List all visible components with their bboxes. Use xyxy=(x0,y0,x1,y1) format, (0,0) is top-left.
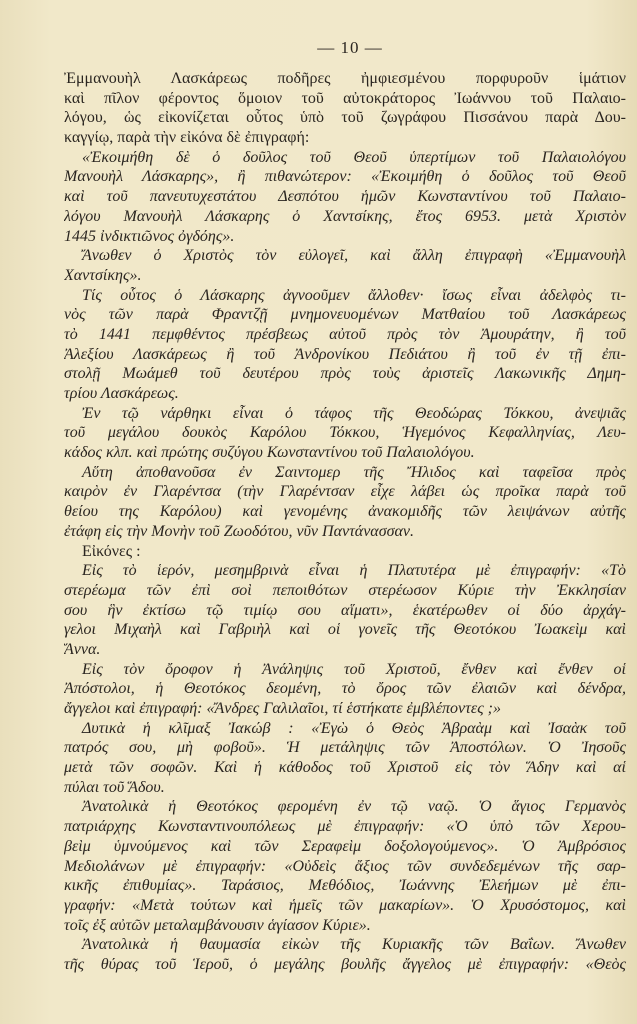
text-line: Ἀνατολικὰ ἡ θαυμασία εἰκὼν τῆς Κυριακῆς τῶν Βαΐων. Ἄνωθεν xyxy=(82,936,626,954)
text-line: καιρὸν ἐν Γλαρέντσα (τὴν Γλαρέντσαν εἶχε λάβει ὡς προῖκα παρὰ τοῦ xyxy=(64,483,626,501)
paragraph xyxy=(64,797,626,935)
text-line: Αὕτη ἀποθανοῦσα ἐν Σαιντομερ τῆς Ἤλιδος καὶ ταφεῖσα πρὸς xyxy=(82,463,626,481)
text-line: Εἰς τὸν ὄροφον ἡ Ἀνάληψις τοῦ Χριστοῦ, ἔνθεν καὶ ἔνθεν οἱ xyxy=(82,660,626,678)
paragraph xyxy=(64,660,626,719)
paragraph xyxy=(64,286,626,404)
text-line: τὸ 1441 πεμφθέντος πρέσβεως αὐτοῦ πρὸς τὸν Ἀμουράτην, ἢ τοῦ xyxy=(64,325,626,343)
paragraph xyxy=(64,542,626,562)
text-line: Ἀπόστολοι, ἡ Θεοτόκος δεομένη, τὸ ὄρος τῶν ἐλαιῶν καὶ δένδρα, xyxy=(64,680,626,698)
text-line: λόγου Μανουὴλ Λάσκαρης ὁ Χαντσίκης, ἔτος 6953. μετὰ Χριστὸν xyxy=(64,207,626,225)
text-line: μετὰ τῶν σοφῶν. Καὶ ἡ κάθοδος τοῦ Χριστοῦ εἰς τὸν Ἅδην καὶ αἱ xyxy=(64,759,626,777)
text-line: Ἄνωθεν ὁ Χριστὸς τὸν εὐλογεῖ, καὶ ἄλλη ἐπιγραφὴ «Ἐμμανουὴλ xyxy=(82,247,626,265)
text-line: γελοι Μιχαὴλ καὶ Γαβριὴλ καὶ οἱ γονεῖς τῆς Θεοτόκου Ἰωακεὶμ καὶ xyxy=(64,621,626,639)
text-line: Ἀνατολικὰ ἡ Θεοτόκος φερομένη ἐν τῷ ναῷ. Ὁ ἅγιος Γερμανὸς xyxy=(82,798,626,816)
text-line: Χαντσίκης». xyxy=(64,266,142,284)
text-line: λόγου, ὡς εἰκονίζεται οὗτος ὑπὸ τοῦ ζωγράφου Πισσάνου παρὰ Δου- xyxy=(64,109,626,127)
paragraph xyxy=(64,246,626,285)
text-line: κάδος κλπ. καὶ πρώτης συζύγου Κωνσταντίνου τοῦ Παλαιολόγου. xyxy=(64,444,475,462)
text-line: Τίς οὗτος ὁ Λάσκαρης ἀγνοοῦμεν ἄλλοθεν· ἴσως εἶναι ἀδελφὸς τι- xyxy=(82,286,626,304)
text-line: 1445 ἰνδικτιῶνος ὀγδόης». xyxy=(64,227,235,245)
text-line: τρίου Λασκάρεως. xyxy=(64,385,179,402)
text-line: Μανουὴλ Λάσκαρης», ἢ πιθανώτερον: «Ἐκοιμήθη ὁ δοῦλος τοῦ Θεοῦ xyxy=(64,168,626,186)
text-line: Δυτικὰ ἡ κλῖμαξ Ἰακώβ : «Ἐγὼ ὁ Θεὸς Ἀβραὰμ καὶ Ἰσαὰκ τοῦ xyxy=(82,719,626,737)
text-line: Εἰς τὸ ἱερόν, μεσημβρινὰ εἶναι ἡ Πλατυτέρα μὲ ἐπιγραφήν: «Τὸ xyxy=(82,562,626,580)
text-line: γραφήν: «Μετὰ τούτων καὶ ἡμεῖς τῶν μακαρίων». Ὁ Χρυσόστομος, καὶ xyxy=(64,896,626,914)
text-line: κικῆς ἐπιθυμίας». Ταράσιος, Μεθόδιος, Ἰωάννης Ἐλεήμων μὲ ἐπι- xyxy=(64,877,626,895)
text-line: βεὶμ ὑμνούμενος καὶ τῶν Σεραφεὶμ δοξολογούμενος». Ὁ Ἀμβρόσιος xyxy=(64,837,626,855)
text-line: Ἄννα. xyxy=(64,640,101,658)
text-line: Μεδιολάνων μὲ ἐπιγραφήν: «Οὐδεὶς ἄξιος τῶν συνδεδεμένων τῆς σαρ- xyxy=(64,857,626,875)
text-line: πατριάρχης Κωνσταντινουπόλεως μὲ ἐπιγραφήν: «Ὁ ὑπὸ τῶν Χερου- xyxy=(64,818,626,836)
text-line: Εἰκόνες : xyxy=(82,542,141,560)
text-line: στολῇ Μωάμεθ τοῦ δευτέρου πρὸς τοὺς ἀριστεῖς Λακωνικῆς Δημη- xyxy=(64,365,626,383)
text-line: τοῖς ἐξ αὐτῶν μεταλαμβάνουσιν ἁγίασον Κύριε». xyxy=(64,916,371,934)
text-line: καγγίῳ, παρὰ τὴν εἰκόνα δὲ ἐπιγραφή: xyxy=(64,129,310,147)
text-line: ἐτάφη εἰς τὴν Μονὴν τοῦ Ζωοδότου, νῦν Παντάνασσαν. xyxy=(64,522,414,540)
text-line: ἄγγελοι καὶ ἐπιγραφή: «Ἄνδρες Γαλιλαῖοι, τί ἑστήκατε ἐμβλέποντες ;» xyxy=(64,700,502,717)
text-line: θείου της Καρόλου) καὶ γενομένης ἀνακομιδῆς τῶν λειψάνων αὐτῆς xyxy=(64,503,626,521)
page-number: — 10 — xyxy=(317,38,383,57)
paragraph xyxy=(64,404,626,463)
text-line: Ἐμμανουὴλ Λασκάρεως ποδῆρες ἠμφιεσμένου πορφυροῦν ἱμάτιον xyxy=(64,70,626,87)
paragraph xyxy=(64,148,626,246)
text-line: Ἀλεξίου Λασκάρεως ἢ τοῦ Ἀνδρονίκου Πεδιάτου ἢ τοῦ ἐν τῇ ἐπι- xyxy=(64,345,626,363)
paragraph xyxy=(64,561,626,659)
text-line: στερέωμα τῶν ἐπὶ σοὶ πεποιθότων στερέωσον Κύριε τὴν Ἐκκλησίαν xyxy=(64,581,626,599)
text-line: τῆς θύρας τοῦ Ἱεροῦ, ὁ μεγάλης βουλῆς ἄγγελος μὲ ἐπιγραφήν: «Θεὸς xyxy=(64,955,626,973)
text-line: Ἐν τῷ νάρθηκι εἶναι ὁ τάφος τῆς Θεοδώρας Τόκκου, ἀνεψιᾶς xyxy=(82,404,626,422)
body-text xyxy=(64,69,626,975)
text-line: σου ἣν ἐκτίσω τῷ τιμίῳ σου αἵματι», ἑκατέρωθεν οἱ δύο ἀρχάγ- xyxy=(64,601,626,619)
text-line: «Ἐκοιμήθη δὲ ὁ δοῦλος τοῦ Θεοῦ ὑπερτίμων τοῦ Παλαιολόγου xyxy=(82,148,626,166)
paragraph xyxy=(64,463,626,542)
paragraph xyxy=(64,935,626,974)
text-line: καὶ τοῦ πανευτυχεστάτου Δεσπότου ἡμῶν Κωνσταντίνου τοῦ Παλαιο- xyxy=(64,188,626,206)
paragraph xyxy=(64,719,626,798)
text-line: νὸς τῶν παρὰ Φραντζῇ μνημονευομένων Ματθαίου τοῦ Λασκάρεως xyxy=(64,306,626,324)
text-line: πύλαι τοῦ Ἅδου. xyxy=(64,778,165,796)
text-line: τοῦ μεγάλου δουκὸς Καρόλου Τόκκου, Ἡγεμόνος Κεφαλληνίας, Λευ- xyxy=(64,424,626,442)
text-line: πατρός σου, μὴ φοβοῦ». Ἡ μετάληψις τῶν Ἀποστόλων. Ὁ Ἰησοῦς xyxy=(64,739,626,757)
text-line: καὶ πῖλον φέροντος ὅμοιον τοῦ αὐτοκράτορος Ἰωάννου τοῦ Παλαιο- xyxy=(64,89,626,107)
paragraph xyxy=(64,69,626,148)
